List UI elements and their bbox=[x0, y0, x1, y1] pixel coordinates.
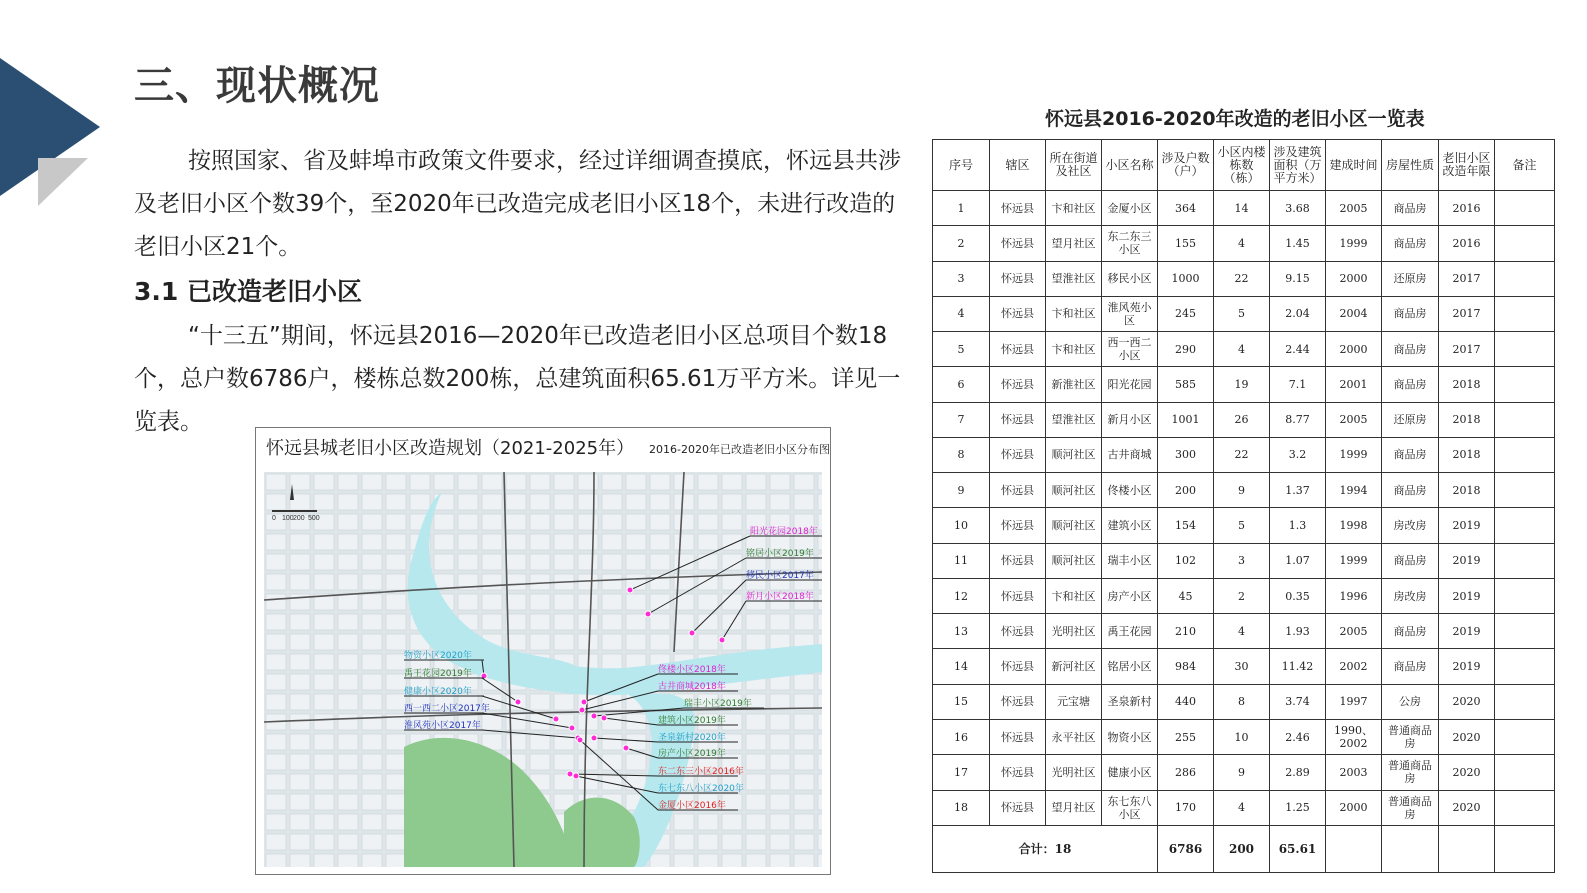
table-cell: 9 bbox=[1214, 755, 1270, 790]
table-cell: 2019 bbox=[1439, 578, 1495, 613]
table-cell: 1998 bbox=[1326, 508, 1382, 543]
table-cell: 怀远县 bbox=[990, 402, 1046, 437]
table-cell: 154 bbox=[1158, 508, 1214, 543]
table-cell: 9 bbox=[1214, 473, 1270, 508]
table-cell: 怀远县 bbox=[990, 755, 1046, 790]
table-cell bbox=[1495, 755, 1555, 790]
table-cell bbox=[1495, 367, 1555, 402]
table-cell: 怀远县 bbox=[990, 508, 1046, 543]
table-cell: 顺河社区 bbox=[1046, 508, 1102, 543]
table-cell bbox=[1495, 543, 1555, 578]
table-cell: 2001 bbox=[1326, 367, 1382, 402]
table-cell: 170 bbox=[1158, 790, 1214, 825]
community-marker bbox=[689, 630, 695, 636]
table-cell bbox=[1495, 261, 1555, 296]
table-cell: 26 bbox=[1214, 402, 1270, 437]
table-cell: 5 bbox=[933, 332, 990, 367]
table-cell: 10 bbox=[1214, 719, 1270, 754]
table-cell: 怀远县 bbox=[990, 790, 1046, 825]
total-households: 6786 bbox=[1158, 826, 1214, 873]
table-cell: 东二东三小区 bbox=[1102, 226, 1158, 261]
table-cell: 1.25 bbox=[1270, 790, 1326, 825]
table-cell bbox=[1495, 473, 1555, 508]
section-heading: 3.1 已改造老旧小区 bbox=[134, 277, 362, 306]
table-cell: 怀远县 bbox=[990, 684, 1046, 719]
table-cell: 怀远县 bbox=[990, 543, 1046, 578]
table-cell: 9.15 bbox=[1270, 261, 1326, 296]
table-cell: 圣泉新村 bbox=[1102, 684, 1158, 719]
table-cell: 1.37 bbox=[1270, 473, 1326, 508]
map-label: 铭居小区2019年 bbox=[746, 549, 814, 559]
old-community-table bbox=[932, 139, 1555, 873]
table-cell: 西一西二小区 bbox=[1102, 332, 1158, 367]
table-cell: 还原房 bbox=[1382, 261, 1439, 296]
table-cell: 19 bbox=[1214, 367, 1270, 402]
table-cell: 14 bbox=[933, 649, 990, 684]
table-cell: 商品房 bbox=[1382, 332, 1439, 367]
table-cell: 2005 bbox=[1326, 402, 1382, 437]
table-cell: 1.93 bbox=[1270, 614, 1326, 649]
table-cell: 东七东八小区 bbox=[1102, 790, 1158, 825]
community-marker bbox=[515, 699, 521, 705]
table-cell: 1999 bbox=[1326, 543, 1382, 578]
community-marker bbox=[553, 716, 559, 722]
table-cell: 245 bbox=[1158, 296, 1214, 331]
table-cell: 怀远县 bbox=[990, 367, 1046, 402]
table-cell: 300 bbox=[1158, 437, 1214, 472]
table-row bbox=[933, 191, 1555, 226]
table-cell: 佟楼小区 bbox=[1102, 473, 1158, 508]
table-cell bbox=[1495, 649, 1555, 684]
community-marker bbox=[581, 699, 587, 705]
table-cell: 2.89 bbox=[1270, 755, 1326, 790]
table-cell: 286 bbox=[1158, 755, 1214, 790]
community-marker bbox=[719, 637, 725, 643]
map-label: 金厦小区2016年 bbox=[658, 801, 726, 811]
table-cell: 1001 bbox=[1158, 402, 1214, 437]
table-cell: 11 bbox=[933, 543, 990, 578]
table-cell: 元宝塘 bbox=[1046, 684, 1102, 719]
table-cell: 2017 bbox=[1439, 296, 1495, 331]
table-cell: 新月小区 bbox=[1102, 402, 1158, 437]
map-label: 物资小区2020年 bbox=[404, 651, 472, 661]
table-cell: 阳光花园 bbox=[1102, 367, 1158, 402]
table-cell: 健康小区 bbox=[1102, 755, 1158, 790]
table-header-row bbox=[933, 140, 1555, 191]
community-marker bbox=[591, 713, 597, 719]
table-cell: 卞和社区 bbox=[1046, 191, 1102, 226]
table-row bbox=[933, 261, 1555, 296]
total-empty bbox=[1326, 826, 1382, 873]
table-cell: 2016 bbox=[1439, 191, 1495, 226]
table-cell: 淮风苑小区 bbox=[1102, 296, 1158, 331]
table-cell: 3.2 bbox=[1270, 437, 1326, 472]
table-cell: 1996 bbox=[1326, 578, 1382, 613]
table-row bbox=[933, 684, 1555, 719]
table-cell: 1999 bbox=[1326, 437, 1382, 472]
table-row bbox=[933, 578, 1555, 613]
table-cell: 6 bbox=[933, 367, 990, 402]
table-cell: 普通商品房 bbox=[1382, 755, 1439, 790]
community-marker bbox=[645, 611, 651, 617]
map-label: 佟楼小区2018年 bbox=[658, 665, 726, 675]
table-cell: 2.04 bbox=[1270, 296, 1326, 331]
table-cell: 2000 bbox=[1326, 790, 1382, 825]
table-cell: 10 bbox=[933, 508, 990, 543]
table-cell: 商品房 bbox=[1382, 437, 1439, 472]
table-cell: 2 bbox=[1214, 578, 1270, 613]
table-cell: 2002 bbox=[1326, 649, 1382, 684]
table-cell: 1 bbox=[933, 191, 990, 226]
community-marker bbox=[591, 735, 597, 741]
table-cell: 4 bbox=[1214, 332, 1270, 367]
table-cell: 古井商城 bbox=[1102, 437, 1158, 472]
map-label: 圣泉新村2020年 bbox=[658, 733, 726, 743]
table-cell: 4 bbox=[1214, 226, 1270, 261]
table-cell: 4 bbox=[1214, 614, 1270, 649]
table-cell bbox=[1495, 296, 1555, 331]
map-label: 移民小区2017年 bbox=[746, 571, 814, 581]
table-cell: 16 bbox=[933, 719, 990, 754]
table-cell: 1.3 bbox=[1270, 508, 1326, 543]
table-cell: 8 bbox=[933, 437, 990, 472]
table-title: 怀远县2016-2020年改造的老旧小区一览表 bbox=[1045, 108, 1425, 130]
table-cell bbox=[1495, 508, 1555, 543]
table-cell bbox=[1495, 614, 1555, 649]
table-cell: 望淮社区 bbox=[1046, 261, 1102, 296]
table-row bbox=[933, 719, 1555, 754]
table-cell bbox=[1495, 402, 1555, 437]
table-cell: 200 bbox=[1158, 473, 1214, 508]
header-cell: 小区名称 bbox=[1102, 140, 1158, 191]
table-cell: 8.77 bbox=[1270, 402, 1326, 437]
table-cell: 3 bbox=[1214, 543, 1270, 578]
table-cell: 卞和社区 bbox=[1046, 578, 1102, 613]
community-marker bbox=[579, 707, 585, 713]
district-map bbox=[264, 472, 822, 867]
table-cell: 2019 bbox=[1439, 508, 1495, 543]
table-cell: 望月社区 bbox=[1046, 790, 1102, 825]
table-cell: 255 bbox=[1158, 719, 1214, 754]
table-cell: 2000 bbox=[1326, 261, 1382, 296]
scale-label-100: 100 bbox=[282, 515, 294, 522]
table-cell: 商品房 bbox=[1382, 473, 1439, 508]
table-row bbox=[933, 402, 1555, 437]
table-cell: 2004 bbox=[1326, 296, 1382, 331]
table-cell bbox=[1495, 790, 1555, 825]
table-cell: 15 bbox=[933, 684, 990, 719]
table-cell: 瑞丰小区 bbox=[1102, 543, 1158, 578]
map-subtitle: 2016-2020年已改造老旧小区分布图 bbox=[649, 443, 830, 456]
header-cell: 辖区 bbox=[990, 140, 1046, 191]
table-row bbox=[933, 614, 1555, 649]
table-cell: 45 bbox=[1158, 578, 1214, 613]
table-cell: 公房 bbox=[1382, 684, 1439, 719]
table-cell: 怀远县 bbox=[990, 473, 1046, 508]
header-cell: 备注 bbox=[1495, 140, 1555, 191]
total-empty bbox=[1382, 826, 1439, 873]
table-cell: 怀远县 bbox=[990, 191, 1046, 226]
table-cell: 1000 bbox=[1158, 261, 1214, 296]
table-row bbox=[933, 437, 1555, 472]
table-cell: 商品房 bbox=[1382, 191, 1439, 226]
table-cell: 商品房 bbox=[1382, 226, 1439, 261]
header-cell: 建成时间 bbox=[1326, 140, 1382, 191]
table-cell: 7 bbox=[933, 402, 990, 437]
map-title: 怀远县城老旧小区改造规划（2021-2025年） bbox=[266, 438, 635, 459]
table-cell: 商品房 bbox=[1382, 296, 1439, 331]
table-cell: 1994 bbox=[1326, 473, 1382, 508]
total-empty bbox=[1439, 826, 1495, 873]
table-cell bbox=[1495, 684, 1555, 719]
table-cell: 2017 bbox=[1439, 332, 1495, 367]
table-cell bbox=[1495, 719, 1555, 754]
table-cell: 7.1 bbox=[1270, 367, 1326, 402]
header-cell: 房屋性质 bbox=[1382, 140, 1439, 191]
header-cell: 涉及建筑面积（万平方米） bbox=[1270, 140, 1326, 191]
map-label: 西一西二小区2017年 bbox=[404, 704, 490, 714]
header-cell: 所在街道及社区 bbox=[1046, 140, 1102, 191]
header-cell: 序号 bbox=[933, 140, 990, 191]
district-map-figure bbox=[255, 427, 831, 875]
table-cell: 2020 bbox=[1439, 790, 1495, 825]
table-cell: 3 bbox=[933, 261, 990, 296]
body-text bbox=[134, 140, 909, 444]
table-cell: 移民小区 bbox=[1102, 261, 1158, 296]
table-cell: 新淮社区 bbox=[1046, 367, 1102, 402]
community-marker bbox=[573, 773, 579, 779]
table-cell: 17 bbox=[933, 755, 990, 790]
table-cell: 5 bbox=[1214, 296, 1270, 331]
table-cell: 18 bbox=[933, 790, 990, 825]
table-cell: 物资小区 bbox=[1102, 719, 1158, 754]
table-cell: 房改房 bbox=[1382, 508, 1439, 543]
scale-label-200: 200 bbox=[293, 515, 305, 522]
table-row bbox=[933, 367, 1555, 402]
map-label: 古井商城2018年 bbox=[658, 682, 726, 692]
table-cell: 顺河社区 bbox=[1046, 473, 1102, 508]
table-cell: 怀远县 bbox=[990, 578, 1046, 613]
table-cell: 房改房 bbox=[1382, 578, 1439, 613]
table-cell: 怀远县 bbox=[990, 226, 1046, 261]
header-cell: 小区内楼栋数（栋） bbox=[1214, 140, 1270, 191]
table-row bbox=[933, 543, 1555, 578]
table-cell: 2020 bbox=[1439, 684, 1495, 719]
table-cell: 2020 bbox=[1439, 719, 1495, 754]
table-cell: 光明社区 bbox=[1046, 755, 1102, 790]
table-cell bbox=[1495, 437, 1555, 472]
table-cell: 新河社区 bbox=[1046, 649, 1102, 684]
table-cell: 商品房 bbox=[1382, 367, 1439, 402]
table-cell: 14 bbox=[1214, 191, 1270, 226]
table-cell: 2019 bbox=[1439, 649, 1495, 684]
table-cell: 9 bbox=[933, 473, 990, 508]
table-cell: 2018 bbox=[1439, 437, 1495, 472]
table-cell: 2017 bbox=[1439, 261, 1495, 296]
table-cell: 望淮社区 bbox=[1046, 402, 1102, 437]
table-cell: 2005 bbox=[1326, 614, 1382, 649]
community-marker bbox=[567, 771, 573, 777]
table-cell: 0.35 bbox=[1270, 578, 1326, 613]
table-cell: 2019 bbox=[1439, 543, 1495, 578]
table-cell: 364 bbox=[1158, 191, 1214, 226]
table-cell: 8 bbox=[1214, 684, 1270, 719]
table-cell: 155 bbox=[1158, 226, 1214, 261]
table-row bbox=[933, 332, 1555, 367]
community-marker bbox=[601, 715, 607, 721]
table-cell: 3.74 bbox=[1270, 684, 1326, 719]
table-cell: 2005 bbox=[1326, 191, 1382, 226]
table-cell: 12 bbox=[933, 578, 990, 613]
map-label: 淮风苑小区2017年 bbox=[404, 721, 481, 731]
table-total-row bbox=[933, 826, 1555, 873]
header-cell: 涉及户数（户） bbox=[1158, 140, 1214, 191]
table-cell: 2020 bbox=[1439, 755, 1495, 790]
table-cell: 4 bbox=[1214, 790, 1270, 825]
map-label: 健康小区2020年 bbox=[404, 687, 472, 697]
table-cell: 卞和社区 bbox=[1046, 296, 1102, 331]
table-cell: 铭居小区 bbox=[1102, 649, 1158, 684]
table-cell: 2016 bbox=[1439, 226, 1495, 261]
table-cell: 商品房 bbox=[1382, 649, 1439, 684]
table-cell: 1.07 bbox=[1270, 543, 1326, 578]
table-cell: 卞和社区 bbox=[1046, 332, 1102, 367]
total-label: 合计：18 bbox=[933, 826, 1158, 873]
map-label: 建筑小区2019年 bbox=[658, 716, 726, 726]
intro-paragraph: 按照国家、省及蚌埠市政策文件要求，经过详细调查摸底，怀远县共涉及老旧小区个数39个，至2020年已改造完成老旧小区18个，未进行改造的老旧小区21个。 bbox=[134, 148, 901, 260]
table-cell bbox=[1495, 332, 1555, 367]
scale-label-500: 500 bbox=[308, 515, 320, 522]
total-area: 65.61 bbox=[1270, 826, 1326, 873]
table-cell bbox=[1495, 191, 1555, 226]
table-cell: 普通商品房 bbox=[1382, 719, 1439, 754]
summary-paragraph: “十三五”期间，怀远县2016—2020年已改造老旧小区总项目个数18个，总户数6786户，楼栋总数200栋，总建筑面积65.61万平方米。详见一览表。 bbox=[134, 323, 901, 435]
table-cell: 290 bbox=[1158, 332, 1214, 367]
table-cell: 望月社区 bbox=[1046, 226, 1102, 261]
table-cell: 建筑小区 bbox=[1102, 508, 1158, 543]
table-cell: 440 bbox=[1158, 684, 1214, 719]
table-cell: 13 bbox=[933, 614, 990, 649]
table-cell: 5 bbox=[1214, 508, 1270, 543]
table-cell: 永平社区 bbox=[1046, 719, 1102, 754]
table-cell bbox=[1495, 578, 1555, 613]
scale-label-0: 0 bbox=[272, 515, 276, 522]
community-marker bbox=[577, 737, 583, 743]
slide-title: 三、现状概况 bbox=[134, 63, 380, 109]
table-cell: 1.45 bbox=[1270, 226, 1326, 261]
table-cell: 984 bbox=[1158, 649, 1214, 684]
table-cell: 102 bbox=[1158, 543, 1214, 578]
table-cell: 2018 bbox=[1439, 402, 1495, 437]
table-cell: 2.44 bbox=[1270, 332, 1326, 367]
table-cell: 怀远县 bbox=[990, 649, 1046, 684]
table-cell: 3.68 bbox=[1270, 191, 1326, 226]
table-cell: 11.42 bbox=[1270, 649, 1326, 684]
table-cell: 2000 bbox=[1326, 332, 1382, 367]
table-cell: 1997 bbox=[1326, 684, 1382, 719]
scale-bar bbox=[272, 510, 317, 512]
map-label: 新月小区2018年 bbox=[746, 592, 814, 602]
table-row bbox=[933, 755, 1555, 790]
table-cell: 585 bbox=[1158, 367, 1214, 402]
table-cell: 顺河社区 bbox=[1046, 437, 1102, 472]
map-label: 禹王花园2019年 bbox=[404, 669, 472, 679]
header-cell: 老旧小区改造年限 bbox=[1439, 140, 1495, 191]
community-marker bbox=[623, 745, 629, 751]
table-cell: 30 bbox=[1214, 649, 1270, 684]
table-cell: 金厦小区 bbox=[1102, 191, 1158, 226]
table-cell: 2018 bbox=[1439, 473, 1495, 508]
map-label: 房产小区2019年 bbox=[658, 749, 726, 759]
table-cell: 商品房 bbox=[1382, 543, 1439, 578]
table-cell: 1990、2002 bbox=[1326, 719, 1382, 754]
table-cell: 禹王花园 bbox=[1102, 614, 1158, 649]
community-marker bbox=[569, 725, 575, 731]
table-cell: 22 bbox=[1214, 261, 1270, 296]
table-cell: 普通商品房 bbox=[1382, 790, 1439, 825]
table-cell: 顺河社区 bbox=[1046, 543, 1102, 578]
table-cell: 1999 bbox=[1326, 226, 1382, 261]
table-cell: 怀远县 bbox=[990, 719, 1046, 754]
total-buildings: 200 bbox=[1214, 826, 1270, 873]
table-cell: 210 bbox=[1158, 614, 1214, 649]
table-row bbox=[933, 296, 1555, 331]
map-label: 阳光花园2018年 bbox=[750, 527, 818, 537]
map-label: 东二东三小区2016年 bbox=[658, 767, 744, 777]
table-row bbox=[933, 226, 1555, 261]
table-cell: 2.46 bbox=[1270, 719, 1326, 754]
table-cell: 光明社区 bbox=[1046, 614, 1102, 649]
table-cell: 2003 bbox=[1326, 755, 1382, 790]
community-marker bbox=[627, 587, 633, 593]
table-cell: 2018 bbox=[1439, 367, 1495, 402]
slide-corner-decoration bbox=[0, 0, 110, 210]
table-cell: 22 bbox=[1214, 437, 1270, 472]
table-cell: 怀远县 bbox=[990, 296, 1046, 331]
table-cell: 2 bbox=[933, 226, 990, 261]
total-empty bbox=[1495, 826, 1555, 873]
table-cell bbox=[1495, 226, 1555, 261]
map-label: 东七东八小区2020年 bbox=[658, 784, 744, 794]
table-cell: 怀远县 bbox=[990, 614, 1046, 649]
table-cell: 怀远县 bbox=[990, 437, 1046, 472]
table-row bbox=[933, 473, 1555, 508]
table-cell: 怀远县 bbox=[990, 332, 1046, 367]
table-cell: 房产小区 bbox=[1102, 578, 1158, 613]
table-row bbox=[933, 508, 1555, 543]
table-cell: 2019 bbox=[1439, 614, 1495, 649]
table-cell: 4 bbox=[933, 296, 990, 331]
table-cell: 商品房 bbox=[1382, 614, 1439, 649]
map-label: 瑞丰小区2019年 bbox=[684, 699, 752, 709]
table-row bbox=[933, 790, 1555, 825]
table-row bbox=[933, 649, 1555, 684]
grey-triangle-shape bbox=[38, 158, 88, 206]
table-cell: 还原房 bbox=[1382, 402, 1439, 437]
table-cell: 怀远县 bbox=[990, 261, 1046, 296]
